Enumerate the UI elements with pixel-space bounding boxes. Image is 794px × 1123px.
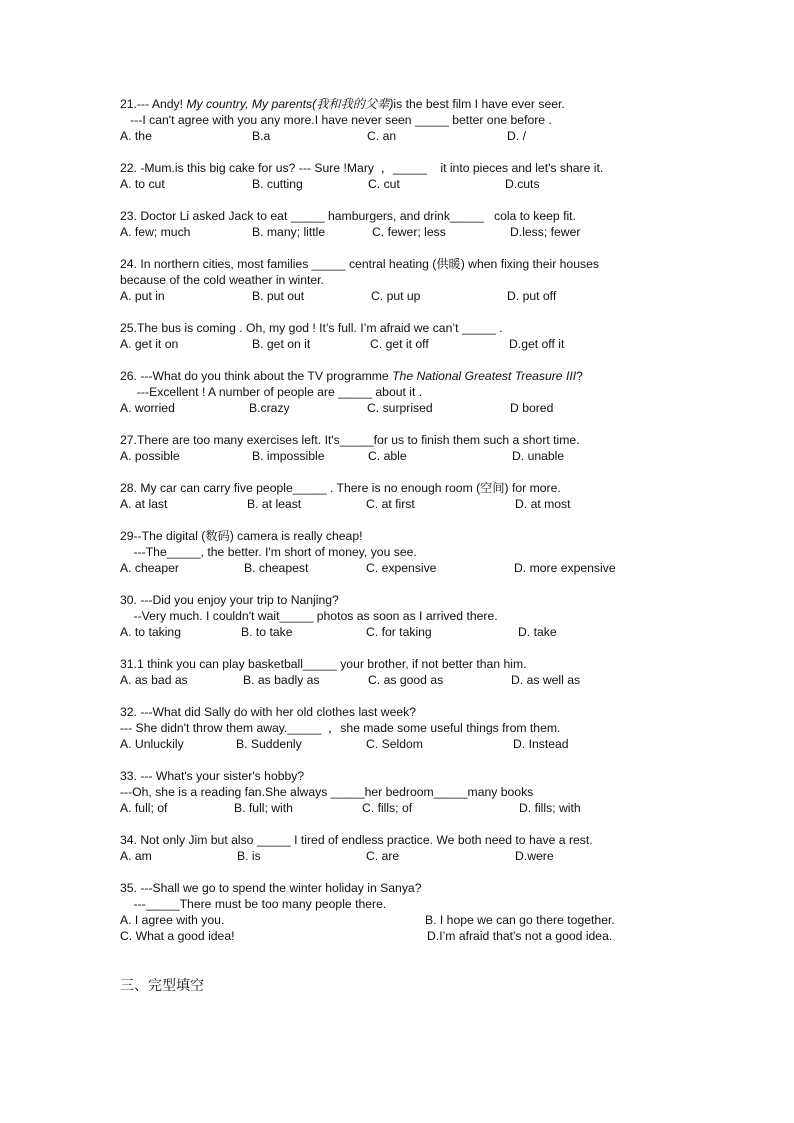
section-title: 三、完型填空 bbox=[120, 977, 204, 993]
question-text: 31.1 think you can play basketball_____ your brother, if not better than him. bbox=[120, 657, 527, 671]
option-b: B. at least bbox=[247, 497, 302, 511]
option-b: B. as badly as bbox=[243, 673, 320, 687]
option-b: B. many; little bbox=[252, 225, 326, 239]
question-32-line bbox=[120, 720, 560, 736]
option-d: D. / bbox=[507, 129, 526, 143]
option-c: C. fills; of bbox=[362, 801, 413, 815]
question-text: --- She didn't throw them away._____ ，she made some useful things from them. bbox=[120, 721, 561, 735]
question-29-line bbox=[120, 528, 362, 544]
question-text: 25.The bus is coming . Oh, my god ! It’s full. I’m afraid we can’t _____ . bbox=[120, 321, 503, 335]
question-34-line bbox=[120, 832, 593, 848]
question-28-line bbox=[120, 480, 561, 496]
option-d: D. as well as bbox=[511, 673, 581, 687]
question-text: ---I can't agree with you any more.I have never seen _____ better one before . bbox=[120, 113, 552, 127]
question-22-line bbox=[120, 160, 603, 176]
question-33-line bbox=[120, 784, 533, 800]
option-b: B. get on it bbox=[252, 337, 311, 351]
option-d: D.I’m afraid that's not a good idea. bbox=[427, 929, 613, 943]
question-21-line bbox=[120, 96, 565, 112]
option-a: A. possible bbox=[120, 449, 180, 463]
option-b: B.crazy bbox=[249, 401, 290, 415]
question-text: --Very much. I couldn't wait_____ photos as soon as I arrived there. bbox=[120, 609, 498, 623]
option-d: D.get off it bbox=[509, 337, 565, 351]
option-b: B. cheapest bbox=[244, 561, 309, 575]
option-a: A. as bad as bbox=[120, 673, 188, 687]
question-30-line bbox=[120, 592, 339, 608]
option-c: C. What a good idea! bbox=[120, 929, 235, 943]
option-c: C. expensive bbox=[366, 561, 437, 575]
question-text: 34. Not only Jim but also _____ I tired of endless practice. We both need to have a rest. bbox=[120, 833, 593, 847]
option-b: B. Suddenly bbox=[236, 737, 302, 751]
question-35-line bbox=[120, 896, 386, 912]
option-d: D. put off bbox=[507, 289, 557, 303]
option-c: C. for taking bbox=[366, 625, 432, 639]
question-text: 21.--- Andy! bbox=[120, 97, 187, 111]
option-d: D.cuts bbox=[505, 177, 540, 191]
question-text: My country, My parents(我和我的父辈) bbox=[186, 97, 394, 111]
option-c: C. are bbox=[366, 849, 400, 863]
option-a: A. I agree with you. bbox=[120, 913, 225, 927]
option-b: B. put out bbox=[252, 289, 305, 303]
option-c: C. get it off bbox=[370, 337, 429, 351]
option-c: C. put up bbox=[371, 289, 421, 303]
option-b: B.a bbox=[252, 129, 271, 143]
question-text: 27.There are too many exercises left. It's_____for us to finish them such a short time. bbox=[120, 433, 580, 447]
option-a: A. worried bbox=[120, 401, 175, 415]
question-32-line bbox=[120, 704, 416, 720]
option-b: B. to take bbox=[241, 625, 293, 639]
question-24-line bbox=[120, 272, 324, 288]
question-text: because of the cold weather in winter. bbox=[120, 273, 324, 287]
question-text: 32. ---What did Sally do with her old clothes last week? bbox=[120, 705, 417, 719]
option-c: C. fewer; less bbox=[372, 225, 446, 239]
question-text: ---The_____, the better. I'm short of money, you see. bbox=[120, 545, 417, 559]
question-text: ---_____There must be too many people there. bbox=[120, 897, 387, 911]
question-text: The National Greatest Treasure III bbox=[392, 369, 577, 383]
question-30-line bbox=[120, 608, 498, 624]
option-a: A. cheaper bbox=[120, 561, 179, 575]
option-a: A. am bbox=[120, 849, 152, 863]
option-a: A. to taking bbox=[120, 625, 181, 639]
option-b: B. cutting bbox=[252, 177, 303, 191]
option-c: C. able bbox=[368, 449, 407, 463]
option-d: D. at most bbox=[515, 497, 571, 511]
option-d: D.were bbox=[515, 849, 554, 863]
question-text: 29--The digital (数码) camera is really cheap! bbox=[120, 529, 363, 543]
question-26-line bbox=[120, 384, 422, 400]
option-d: D. Instead bbox=[513, 737, 569, 751]
option-a: A. at last bbox=[120, 497, 168, 511]
option-d: D.less; fewer bbox=[510, 225, 581, 239]
question-text: 30. ---Did you enjoy your trip to Nanjing? bbox=[120, 593, 339, 607]
option-d: D bored bbox=[510, 401, 554, 415]
option-a: A. the bbox=[120, 129, 152, 143]
option-d: D. more expensive bbox=[514, 561, 616, 575]
question-27-line bbox=[120, 432, 580, 448]
question-text: 33. --- What's your sister's hobby? bbox=[120, 769, 305, 783]
question-text: 35. ---Shall we go to spend the winter holiday in Sanya? bbox=[120, 881, 422, 895]
question-26-line bbox=[120, 368, 583, 384]
option-c: C. surprised bbox=[367, 401, 433, 415]
option-c: C. as good as bbox=[368, 673, 444, 687]
option-c: C. at first bbox=[366, 497, 415, 511]
question-text: 23. Doctor Li asked Jack to eat _____ hamburgers, and drink_____ cola to keep fit. bbox=[120, 209, 576, 223]
option-a: A. few; much bbox=[120, 225, 191, 239]
question-33-line bbox=[120, 768, 304, 784]
question-31-line bbox=[120, 656, 527, 672]
question-text: 26. ---What do you think about the TV programme bbox=[120, 369, 393, 383]
question-29-line bbox=[120, 544, 417, 560]
question-35-line bbox=[120, 880, 421, 896]
option-c: C. cut bbox=[368, 177, 400, 191]
option-b: B. is bbox=[237, 849, 261, 863]
question-text: ---Oh, she is a reading fan.She always _____her bedroom_____many books bbox=[120, 785, 534, 799]
option-c: C. Seldom bbox=[366, 737, 423, 751]
option-c: C. an bbox=[367, 129, 397, 143]
question-24-line bbox=[120, 256, 599, 272]
question-text: ---Excellent ! A number of people are _____ about it . bbox=[120, 385, 423, 399]
option-b: B. full; with bbox=[234, 801, 293, 815]
question-text: 24. In northern cities, most families _____ central heating (供暖) when fixing their houses bbox=[120, 257, 599, 271]
question-text: ? bbox=[576, 369, 583, 383]
question-text: 22. -Mum.is this big cake for us? --- Sure !Mary ，_____ it into pieces and let's share it. bbox=[120, 161, 604, 175]
question-text: 28. My car can carry five people_____ . There is no enough room (空间) for more. bbox=[120, 481, 561, 495]
option-a: A. Unluckily bbox=[120, 737, 184, 751]
option-b: B. impossible bbox=[252, 449, 325, 463]
question-text: is the best film I have ever seer. bbox=[393, 97, 565, 111]
option-d: D. fills; with bbox=[519, 801, 581, 815]
option-a: A. to cut bbox=[120, 177, 165, 191]
question-21-line bbox=[120, 112, 552, 128]
option-b: B. I hope we can go there together. bbox=[425, 913, 615, 927]
option-a: A. get it on bbox=[120, 337, 179, 351]
option-a: A. full; of bbox=[120, 801, 168, 815]
question-25-line bbox=[120, 320, 503, 336]
option-d: D. take bbox=[518, 625, 557, 639]
option-d: D. unable bbox=[512, 449, 565, 463]
question-23-line bbox=[120, 208, 576, 224]
option-a: A. put in bbox=[120, 289, 165, 303]
